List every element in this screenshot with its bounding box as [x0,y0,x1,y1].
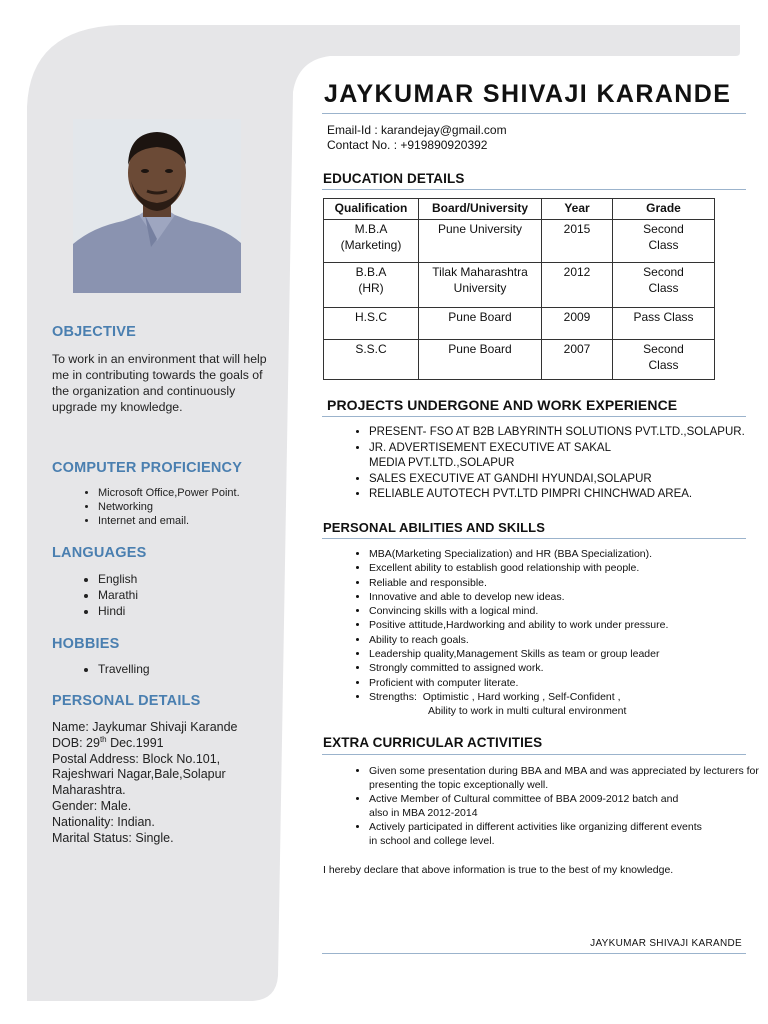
hobbies-list [52,661,274,677]
column-header: Year [542,199,613,220]
table-cell: Pune University [419,220,542,263]
list-item: • Travelling [98,661,274,677]
table-cell: H.S.C [324,308,419,340]
list-item: • MBA(Marketing Specialization) and HR (BBA Specialization). [369,547,768,561]
email-line: Email-Id : karandejay@gmail.com [327,123,507,137]
objective-text: To work in an environment that will help me in contributing towards the goals of the organization and continuously upgrade my knowledge. [52,352,267,414]
list-item: • Reliable and responsible. [369,576,768,590]
table-cell: Second Class [613,220,715,263]
list-item: • Hindi [98,603,274,619]
skills-heading: PERSONAL ABILITIES AND SKILLS [323,520,545,535]
list-item: • Innovative and able to develop new ideas. [369,590,768,604]
table-cell: M.B.A (Marketing) [324,220,419,263]
list-item: • JR. ADVERTISEMENT EXECUTIVE AT SAKAL MEDIA PVT.LTD.,SOLAPUR [369,441,639,472]
extra-curricular-heading: EXTRA CURRICULAR ACTIVITIES [323,735,543,750]
list-item: • Ability to reach goals. [369,633,768,647]
personal-nationality: Nationality: Indian. [52,814,155,829]
personal-dob: DOB: 29th Dec.1991 [52,734,164,750]
table-cell: 2009 [542,308,613,340]
languages-list [52,571,274,619]
signature-name: JAYKUMAR SHIVAJI KARANDE [590,938,742,949]
table-cell: Pune Board [419,340,542,380]
divider [322,113,746,114]
column-header: Grade [613,199,715,220]
personal-marital-status: Marital Status: Single. [52,830,174,845]
column-header: Qualification [324,199,419,220]
personal-gender: Gender: Male. [52,798,132,813]
divider [322,189,746,190]
table-row [324,263,715,308]
hobbies-heading: HOBBIES [52,636,120,652]
table-cell: Pune Board [419,308,542,340]
table-header-row [324,199,715,220]
table-row [324,340,715,380]
table-cell: Tilak Maharashtra University [419,263,542,308]
table-cell: 2012 [542,263,613,308]
list-item: • Marathi [98,587,274,603]
phone-line: Contact No. : +919890920392 [327,138,488,152]
divider [322,416,746,417]
candidate-name: JAYKUMAR SHIVAJI KARANDE [324,80,732,108]
list-item: • Positive attitude,Hardworking and ability to work under pressure. [369,618,768,632]
profile-photo [73,119,241,293]
work-list [322,425,768,503]
column-header: Board/University [419,199,542,220]
list-item: • Networking [98,500,274,514]
list-item: • Active Member of Cultural committee of BBA 2009-2012 batch and also in MBA 2012-2014 [369,792,699,820]
divider [322,754,746,755]
table-cell: B.B.A (HR) [324,263,419,308]
skills-list [322,547,768,704]
computer-proficiency-list [52,486,274,528]
extra-curricular-list [322,764,768,848]
list-item: • Leadership quality,Management Skills as team or group leader [369,647,768,661]
strengths-continuation: Ability to work in multi cultural environment [428,705,627,717]
personal-address-2: Rajeshwari Nagar,Bale,Solapur [52,767,226,782]
objective-heading: OBJECTIVE [52,324,136,340]
list-item: • PRESENT- FSO AT B2B LABYRINTH SOLUTIONS PVT.LTD.,SOLAPUR. [369,425,768,441]
education-table [323,198,715,380]
list-item: • Convincing skills with a logical mind. [369,604,768,618]
table-cell: Pass Class [613,308,715,340]
list-item: • Internet and email. [98,514,274,528]
list-item: • Proficient with computer literate. [369,676,768,690]
personal-address-1: Postal Address: Block No.101, [52,751,221,766]
list-item: • Excellent ability to establish good relationship with people. [369,561,768,575]
list-item: • Strongly committed to assigned work. [369,661,768,675]
list-item: • Microsoft Office,Power Point. [98,486,274,500]
list-item: • Strengths: Optimistic , Hard working , Self-Confident , [369,690,768,704]
divider [322,538,746,539]
computer-proficiency-heading: COMPUTER PROFICIENCY [52,460,243,476]
table-cell: S.S.C [324,340,419,380]
table-row [324,308,715,340]
personal-address-3: Maharashtra. [52,783,126,798]
list-item: • SALES EXECUTIVE AT GANDHI HYUNDAI,SOLAPUR [369,472,768,488]
table-cell: Second Class [613,340,715,380]
contact-block [327,123,507,153]
table-cell: 2015 [542,220,613,263]
personal-details [52,720,274,846]
table-row [324,220,715,263]
list-item: • Given some presentation during BBA and MBA and was appreciated by lecturers for presenting the topic exceptionally well. [369,764,768,792]
personal-name: Name: Jaykumar Shivaji Karande [52,720,238,734]
table-cell: Second Class [613,263,715,308]
table-cell: 2007 [542,340,613,380]
declaration: I hereby declare that above information is true to the best of my knowledge. [323,864,674,876]
education-heading: EDUCATION DETAILS [323,171,465,186]
list-item: • Actively participated in different activities like organizing different events in school and college level. [369,820,709,848]
list-item: • English [98,571,274,587]
list-item: • RELIABLE AUTOTECH PVT.LTD PIMPRI CHINCHWAD AREA. [369,487,768,503]
divider [322,953,746,954]
work-heading: PROJECTS UNDERGONE AND WORK EXPERIENCE [327,397,678,413]
languages-heading: LANGUAGES [52,545,147,561]
personal-details-heading: PERSONAL DETAILS [52,693,201,709]
